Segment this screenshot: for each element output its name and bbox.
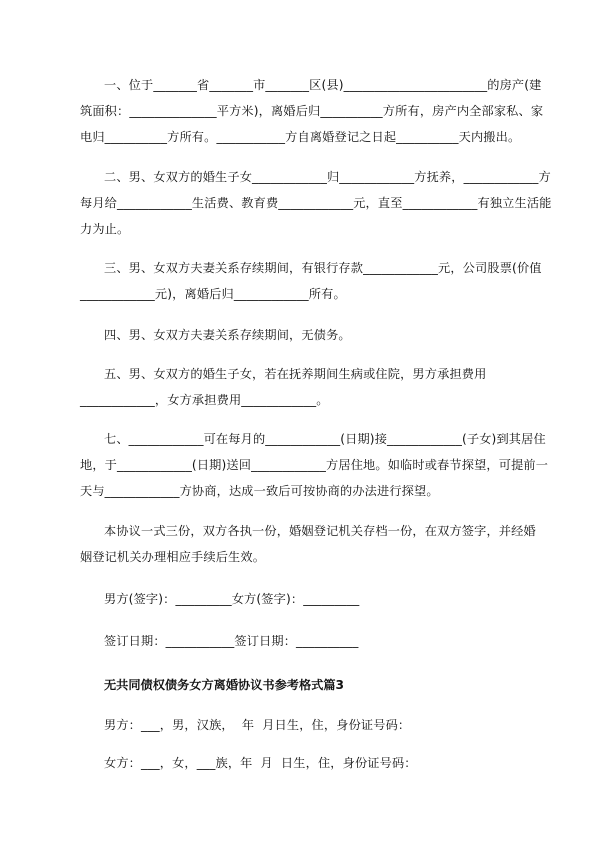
clause-4-line-1: 四、男、女双方夫妻关系存续期间，无债务。 — [104, 328, 351, 342]
closing-line-1: 本协议一式三份，双方各执一份，婚姻登记机关存档一份，在双方签字，并经婚 — [104, 524, 536, 538]
male-party-line: 男方：___，男，汉族， 年 月日生，住，身份证号码： — [104, 718, 411, 732]
section-heading: 无共同债权债务女方离婚协议书参考格式篇3 — [104, 678, 345, 692]
clause-2-line-3: 力为止。 — [80, 222, 130, 236]
clause-2-line-2: 每月给____________生活费、教育费____________元，直至____________有独立生活能 — [80, 196, 552, 210]
clause-7-line-2: 地，于____________(日期)送回____________方居住地。如临时或春节探望，可提前一 — [80, 458, 549, 472]
clause-1-line-1: 一、位于_______省_______市_______区(县)_______________________的房产(建 — [104, 78, 542, 92]
clause-2-line-1: 二、男、女双方的婚生子女____________归____________方抚养，____________方 — [104, 170, 551, 184]
female-party-line: 女方：___，女，___族，年 月 日生，住，身份证号码： — [104, 756, 417, 770]
clause-5-line-1: 五、男、女双方的婚生子女，若在抚养期间生病或住院，男方承担费用 — [104, 367, 487, 381]
date-line: 签订日期：___________签订日期：__________ — [104, 634, 359, 648]
clause-1-line-2: 筑面积：______________平方米)，离婚后归__________方所有，房产内全部家私、家 — [80, 104, 544, 118]
clause-3-line-1: 三、男、女双方夫妻关系存续期间，有银行存款____________元，公司股票(价值 — [104, 261, 542, 275]
signature-line: 男方(签字)：_________女方(签字)：_________ — [104, 592, 360, 606]
closing-line-2: 姻登记机关办理相应手续后生效。 — [80, 550, 266, 564]
clause-7-line-1: 七、____________可在每月的____________(日期)接____________(子女)到其居住 — [104, 432, 546, 446]
clause-3-line-2: ____________元)，离婚后归____________所有。 — [80, 287, 346, 301]
clause-1-line-3: 电归__________方所有。___________方自离婚登记之日起__________天内搬出。 — [80, 130, 521, 144]
clause-7-line-3: 天与____________方协商，达成一致后可按协商的办法进行探望。 — [80, 484, 439, 498]
clause-5-line-2: ____________，女方承担费用____________。 — [80, 393, 329, 407]
